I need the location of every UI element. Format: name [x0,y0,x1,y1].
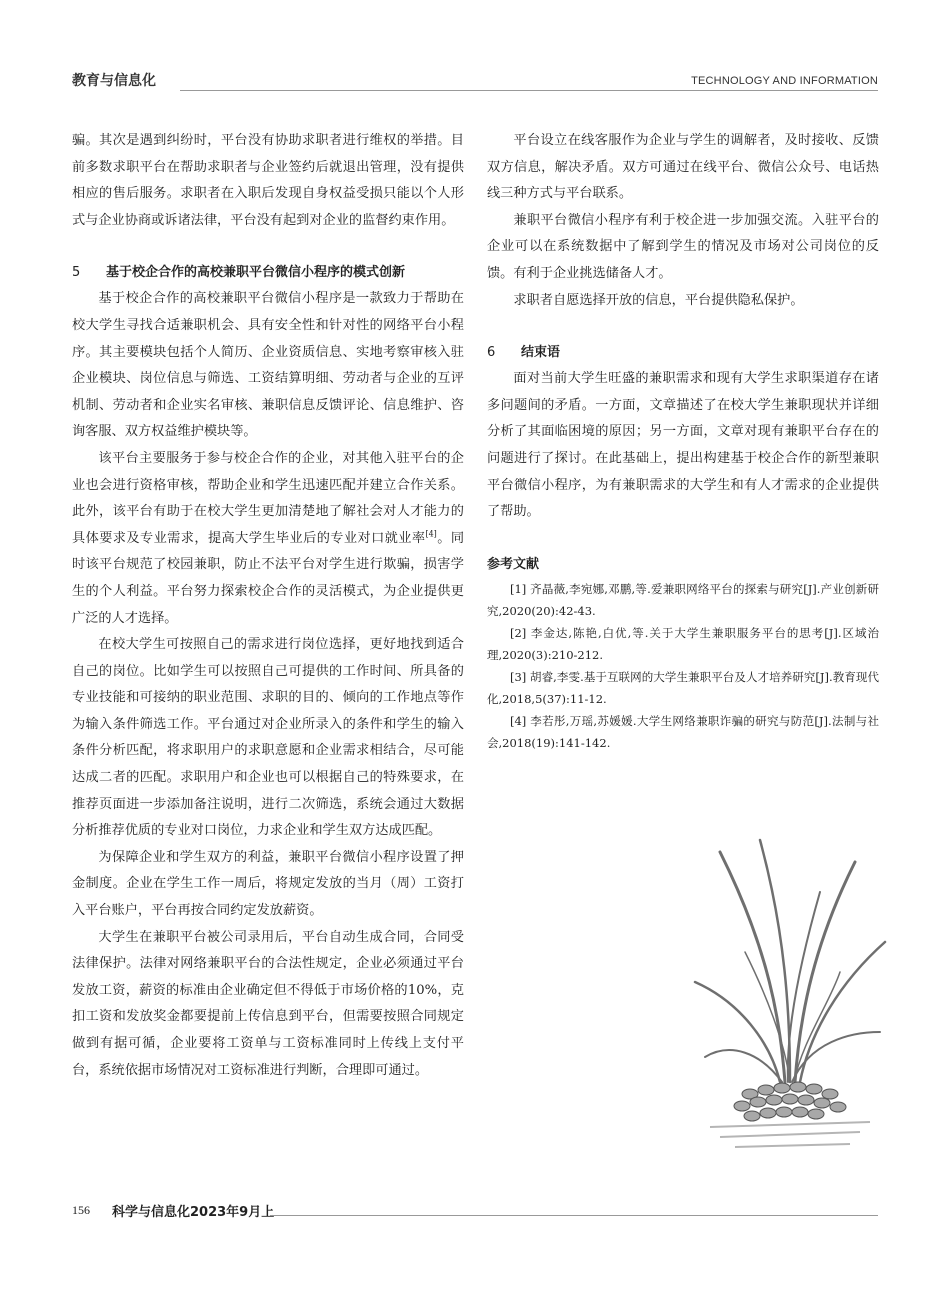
orchid-illustration [690,832,890,1162]
journal-issue: 科学与信息化2023年9月上 [112,1205,275,1220]
paragraph: 该平台主要服务于参与校企合作的企业，对其他入驻平台的企业也会进行资格审核，帮助企业和学生迅速匹配并建立合作关系。此外，该平台有助于在校大学生更加清楚地了解社会对人才能力的具体要求及专业需求，提高大学生毕业后的专业对口就业率[4]。同时该平台规范了校园兼职，防止不法平台对学生进行欺骗，损害学生的个人利益。平台努力探索校企合作的灵活模式，为企业提供更广泛的人才选择。 [72,450,465,626]
reference-item: [3] 胡睿,李雯.基于互联网的大学生兼职平台及人才培养研究[J].教育现代化,2018,5(37):11-12. [487,669,879,706]
citation: [4] [425,529,437,539]
footer-rule [270,1215,878,1216]
paragraph: 骗。其次是遇到纠纷时，平台没有协助求职者进行维权的举措。目前多数求职平台在帮助求职者与企业签约后就退出管理，没有提供相应的售后服务。求职者在入职后发现自身权益受损只能以个人形式与企业协商或诉诸法律，平台没有起到对企业的监督约束作用。 [72,133,464,228]
journal-section-title: 教育与信息化 [72,73,156,89]
page-number: 156 [72,1203,90,1217]
paragraph: 在校大学生可按照自己的需求进行岗位选择，更好地找到适合自己的岗位。比如学生可以按照自己可提供的工作时间、所具备的专业技能和可接纳的职业范围、求职的目的、倾向的工作地点等作为输入条件筛选工作。平台通过对企业所录入的条件和学生的输入条件分析匹配，将求职用户的求职意愿和企业需求相结合，尽可能达成二者的匹配。求职用户和企业也可以根据自己的特殊要求，在推荐页面进一步添加备注说明，进行二次筛选，系统会通过大数据分析推荐优质的专业对口岗位，力求企业和学生双方达成匹配。 [72,637,464,839]
section-5-heading [72,260,464,286]
paragraph: 基于校企合作的高校兼职平台微信小程序是一款致力于帮助在校大学生寻找合适兼职机会、具有安全性和针对性的网络平台小程序。其主要模块包括个人简历、企业资质信息、实地考察审核入驻企业模块、岗位信息与筛选、工资结算明细、劳动者与企业的互评机制、劳动者和企业实名审核、兼职信息反馈评论、信息维护、咨询客服、双方权益维护模块等。 [72,291,464,440]
section-title: 基于校企合作的高校兼职平台微信小程序的模式创新 [106,265,406,281]
paragraph: 面对当前大学生旺盛的兼职需求和现有大学生求职渠道存在诸多问题间的矛盾。一方面，文章描述了在校大学生兼职现状并详细分析了其面临困境的原因；另一方面，文章对现有兼职平台存在的问题进行了探讨。在此基础上，提出构建基于校企合作的新型兼职平台微信小程序，为有兼职需求的大学生和有人才需求的企业提供了帮助。 [487,371,879,520]
section-number: 6 [487,345,496,361]
reference-item: [2] 李金达,陈艳,白优,等.关于大学生兼职服务平台的思考[J].区域治理,2020(3):210-212. [487,625,879,662]
section-6-heading [487,340,879,366]
reference-item: [4] 李若彤,万瑶,苏媛媛.大学生网络兼职诈骗的研究与防范[J].法制与社会,2018(19):141-142. [487,713,879,750]
paragraph: 为保障企业和学生双方的利益，兼职平台微信小程序设置了押金制度。企业在学生工作一周后，将规定发放的当月（周）工资打入平台账户，平台再按合同约定发放薪资。 [72,849,464,919]
references-heading: 参考文献 [487,556,540,572]
paragraph: 平台设立在线客服作为企业与学生的调解者，及时接收、反馈双方信息，解决矛盾。双方可通过在线平台、微信公众号、电话热线三种方式与平台联系。 [487,133,879,202]
paragraph: 兼职平台微信小程序有利于校企进一步加强交流。入驻平台的企业可以在系统数据中了解到学生的情况及市场对公司岗位的反馈。有利于企业挑选储备人才。 [487,212,879,281]
right-column [487,128,879,754]
journal-section-title-en: TECHNOLOGY AND INFORMATION [691,75,878,87]
reference-item: [1] 齐晶薇,李宛娜,邓鹏,等.爱兼职网络平台的探索与研究[J].产业创新研究,2020(20):42-43. [487,581,879,618]
left-column [72,128,464,1084]
section-title: 结束语 [521,345,561,361]
paragraph: 大学生在兼职平台被公司录用后，平台自动生成合同，合同受法律保护。法律对网络兼职平台的合法性规定，企业必须通过平台发放工资，薪资的标准由企业确定但不得低于市场价格的10%，克扣工资和发放奖金都要提前上传信息到平台，但需要按照合同规定做到有据可循，企业要将工资单与工资标准同时上传线上支付平台，系统依据市场情况对工资标准进行判断，合理即可通过。 [72,929,464,1078]
header-rule [180,90,878,91]
section-number: 5 [72,265,81,281]
paragraph: 求职者自愿选择开放的信息，平台提供隐私保护。 [513,292,804,308]
